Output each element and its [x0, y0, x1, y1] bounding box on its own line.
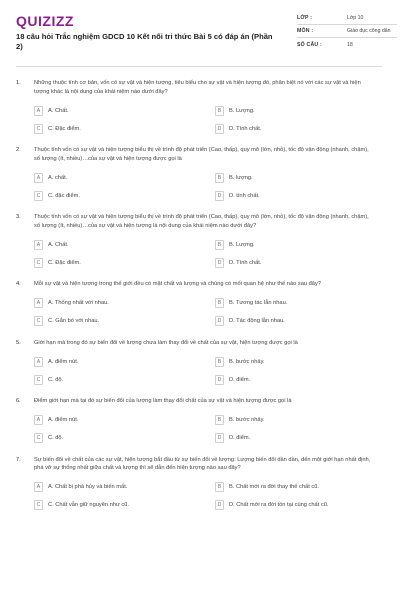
answer-options	[34, 356, 382, 385]
option-letter-box: B	[215, 240, 224, 250]
answer-options	[34, 415, 382, 444]
answer-option[interactable]	[34, 172, 201, 183]
answer-option[interactable]	[215, 316, 382, 327]
quizizz-logo: QUIZIZZ	[16, 13, 74, 29]
meta-key: SỐ CÂU :	[297, 41, 322, 48]
answer-options	[34, 298, 382, 327]
question-text: Thuộc tính vốn có sự vật và hiện tượng biểu thị về trình độ phát triển (Cao, thấp), quy mô (lớn, nhỏ), tốc độ vận động (nhanh, chậm), số lượng (ít, nhiều)…của sự vật và hiện tượng là nội dung của khái niệm nào dưới đây?	[34, 214, 369, 229]
question-list	[16, 79, 382, 511]
option-letter-box: D	[215, 191, 224, 201]
question-number: 1.	[16, 80, 21, 86]
question-item	[16, 456, 382, 511]
option-letter-box: C	[34, 500, 43, 510]
option-text: C. Chất vẫn giữ nguyên như cũ.	[48, 502, 129, 508]
worksheet-meta	[297, 12, 397, 51]
option-text: C. Gắn bó với nhau.	[48, 318, 100, 324]
option-text: A. Chất.	[48, 241, 69, 248]
option-text: C. độ.	[48, 376, 64, 383]
header-divider	[16, 66, 382, 67]
question-number: 7.	[16, 456, 21, 463]
answer-option[interactable]	[215, 190, 382, 201]
question-item	[16, 79, 382, 134]
answer-option[interactable]	[215, 123, 382, 134]
question-text: Sự biến đổi về chất của các sự vật, hiện tượng bắt đầu từ sự biến đổi về lượng: Lượng biến đổi dần dần, đến một giới hạn nhất định, phá vỡ sự thống nhất giữa chất và lượng thì sẽ dẫn đến hiện tượng nào sau đây?	[34, 456, 371, 471]
option-text: D. Tác động lẫn nhau.	[229, 318, 285, 324]
answer-option[interactable]	[34, 356, 201, 367]
question-number: 5.	[16, 339, 21, 346]
option-text: B. Lượng.	[229, 107, 255, 114]
option-text: D. điểm.	[229, 376, 251, 383]
option-text: A. chất.	[48, 174, 68, 181]
option-letter-box: D	[215, 375, 224, 385]
answer-option[interactable]	[215, 356, 382, 367]
option-letter-box: A	[34, 357, 43, 367]
question-row	[16, 280, 382, 289]
meta-row-subject	[297, 25, 397, 38]
option-letter-box: A	[34, 482, 43, 492]
option-letter-box: C	[34, 191, 43, 201]
answer-option[interactable]	[215, 105, 382, 116]
question-row	[16, 456, 382, 473]
option-text: D. Tính chất.	[229, 125, 262, 132]
option-letter-box: A	[34, 298, 43, 308]
answer-option[interactable]	[34, 415, 201, 426]
option-letter-box: D	[215, 316, 224, 326]
answer-option[interactable]	[215, 482, 382, 493]
answer-option[interactable]	[34, 257, 201, 268]
option-letter-box: B	[215, 357, 224, 367]
meta-value: Lớp 10	[347, 15, 364, 21]
option-letter-box: B	[215, 298, 224, 308]
answer-options	[34, 482, 382, 511]
option-letter-box: C	[34, 433, 43, 443]
option-letter-box: C	[34, 124, 43, 134]
answer-option[interactable]	[34, 123, 201, 134]
answer-option[interactable]	[34, 316, 201, 327]
question-item	[16, 280, 382, 327]
answer-option[interactable]	[34, 298, 201, 309]
question-number: 2.	[16, 147, 21, 153]
option-text: B. bước nhảy.	[229, 358, 265, 365]
question-row	[16, 146, 382, 163]
option-letter-box: C	[34, 258, 43, 268]
option-text: C. độ.	[48, 435, 64, 441]
option-letter-box: B	[215, 106, 224, 116]
option-letter-box: D	[215, 433, 224, 443]
meta-value: 18	[347, 41, 353, 48]
option-text: A. Chất.	[48, 107, 69, 114]
question-item	[16, 213, 382, 268]
answer-option[interactable]	[215, 239, 382, 250]
question-item	[16, 146, 382, 201]
option-text: B. Tương tác lẫn nhau.	[229, 300, 288, 306]
question-row	[16, 339, 382, 348]
option-letter-box: C	[34, 375, 43, 385]
option-text: D. tính chất.	[229, 192, 260, 199]
option-text: C. Đặc điểm.	[48, 125, 81, 132]
option-text: A. điểm nút.	[48, 358, 79, 365]
option-letter-box: B	[215, 173, 224, 183]
answer-options	[34, 239, 382, 268]
answer-option[interactable]	[215, 374, 382, 385]
answer-options	[34, 172, 382, 201]
answer-option[interactable]	[34, 433, 201, 444]
option-text: B. bước nhảy.	[229, 417, 265, 423]
question-text: Thuộc tính vốn có sự vật và hiện tượng biểu thị về trình độ phát triển (Cao, thấp), quy mô (lớn, nhỏ), tốc độ vận động (nhanh, chậm), số lượng (ít, nhiều)…của sự vật và hiện tượng được gọi là	[34, 147, 369, 162]
answer-option[interactable]	[34, 190, 201, 201]
question-row	[16, 213, 382, 230]
option-letter-box: A	[34, 106, 43, 116]
question-text: Mỗi sự vật và hiện tượng trong thế giới đều có mặt chất và lượng và chúng có mối quan hệ như thế nào sau đây?	[34, 281, 321, 287]
option-text: B. Lượng.	[229, 241, 255, 248]
option-letter-box: A	[34, 173, 43, 183]
question-text: Giới hạn mà trong đó sự biến đổi về lượng chưa làm thay đổi về chất của sự vật, hiện tượng được gọi là	[34, 339, 298, 346]
option-text: C. đặc điểm.	[48, 192, 80, 199]
question-text: Điểm giới hạn mà tại đó sự biến đổi của lượng làm thay đổi chất của sự vật và hiện tượng được gọi là	[34, 398, 292, 404]
option-text: D. điểm.	[229, 435, 251, 441]
answer-options	[34, 105, 382, 134]
option-text: C. Đặc điểm.	[48, 259, 81, 266]
option-letter-box: A	[34, 240, 43, 250]
answer-option[interactable]	[215, 298, 382, 309]
question-number: 4.	[16, 281, 21, 287]
answer-option[interactable]	[34, 482, 201, 493]
meta-value: Giáo dục công dân	[347, 28, 391, 34]
option-text: D. Tính chất.	[229, 259, 262, 266]
option-letter-box: B	[215, 482, 224, 492]
question-number: 6.	[16, 398, 21, 404]
meta-key: MÔN :	[297, 28, 314, 34]
worksheet-title: 18 câu hỏi Trắc nghiệm GDCD 10 Kết nối tri thức Bài 5 có đáp án (Phần 2)	[16, 32, 273, 51]
answer-option[interactable]	[34, 500, 201, 511]
option-letter-box: D	[215, 124, 224, 134]
answer-option[interactable]	[215, 257, 382, 268]
option-letter-box: D	[215, 500, 224, 510]
option-text: D. Chất mới ra đời tồn tại cùng chất cũ.	[229, 502, 329, 508]
option-letter-box: A	[34, 415, 43, 425]
answer-option[interactable]	[215, 500, 382, 511]
option-letter-box: D	[215, 258, 224, 268]
answer-option[interactable]	[215, 433, 382, 444]
meta-key: LỚP :	[297, 15, 313, 21]
option-text: B. lượng.	[229, 174, 253, 181]
answer-option[interactable]	[215, 172, 382, 183]
option-text: A. Chất bị phá hủy và biến mất.	[48, 484, 128, 490]
question-item	[16, 339, 382, 386]
question-item	[16, 397, 382, 444]
meta-row-class	[297, 12, 397, 25]
worksheet-header	[16, 0, 391, 64]
answer-option[interactable]	[34, 239, 201, 250]
option-letter-box: B	[215, 415, 224, 425]
answer-option[interactable]	[215, 415, 382, 426]
option-text: A. Thống nhất với nhau.	[48, 300, 109, 306]
question-row	[16, 79, 382, 96]
answer-option[interactable]	[34, 105, 201, 116]
answer-option[interactable]	[34, 374, 201, 385]
question-number: 3.	[16, 214, 21, 220]
option-text: A. điểm nút.	[48, 417, 79, 423]
option-text: B. Chất mới ra đời thay thế chất cũ.	[229, 484, 319, 490]
meta-row-count	[297, 38, 397, 51]
question-text: Những thuộc tính cơ bản, vốn có sự vật và hiện tượng, tiêu biểu cho sự vật và hiện tượng đó, phân biệt nó với các sự vật và hiện tượng khác là nội dung của khái niệm nào dưới đây?	[34, 80, 361, 95]
option-letter-box: C	[34, 316, 43, 326]
question-row	[16, 397, 382, 406]
